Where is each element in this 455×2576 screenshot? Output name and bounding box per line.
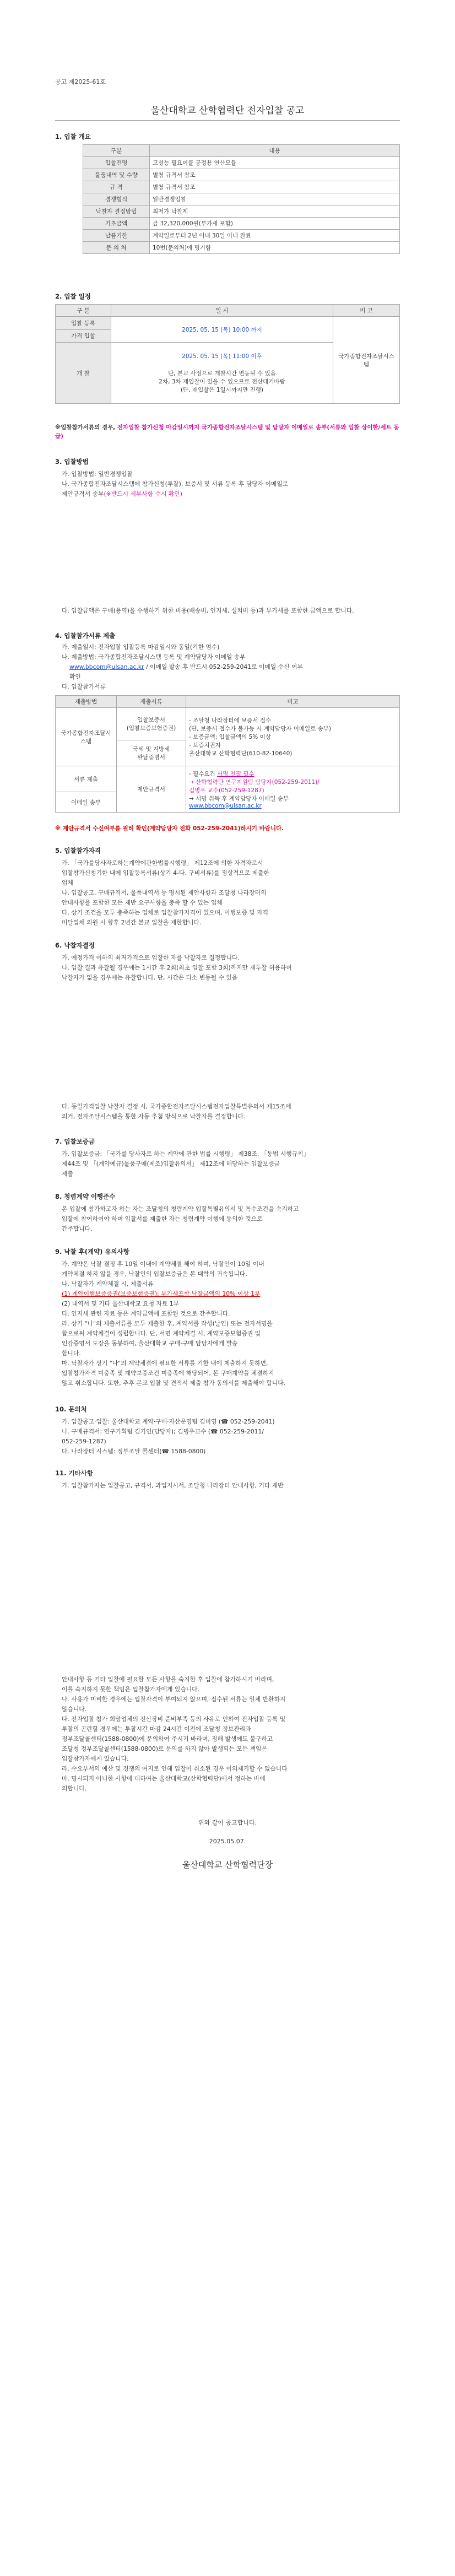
section6-heading: 6. 낙찰자결정 xyxy=(55,941,95,949)
footnote-emphasis: 전자입찰 참가신청 마감일시까지 국가종합전자조달시스템 및 담당자 이메일로 송부(서류와 입찰 상이한/세트 동급) xyxy=(55,424,399,440)
section9-line: 나. 낙찰자가 계약체결 시, 제출서류 xyxy=(62,1280,154,1287)
overview-table xyxy=(83,144,400,254)
section4-line: 다. 입찰참가서류 xyxy=(62,683,106,690)
section5-line: 업체 xyxy=(62,879,73,886)
section11-line: 의합니다. xyxy=(62,1785,87,1792)
remark: 김병우 교수(052-259-1287) xyxy=(189,787,264,794)
section4-heading: 4. 입찰참가서류 제출 xyxy=(55,632,116,640)
section7-line: 가. 입찰보증금: 「국가를 당사자로 하는 계약에 관한 법률 시행령」 제38조, 「동법 시행규칙」 xyxy=(62,1150,310,1157)
section11-line: 나. 사용가 미비한 경우에는 입찰자격이 부여되지 않으며, 접수된 서류는 일체 반환하지 xyxy=(62,1696,286,1703)
remark: → 산학협력단 연구지원팀 담당자(052-259-2011)/ xyxy=(189,778,319,786)
doc-spec: 제안규격서 xyxy=(117,766,186,813)
section7-line: 제출 xyxy=(62,1170,73,1177)
section5-line: 가. 「국가를당사자로하는계약에관한법률시행령」 제12조에 의한 자격자로서 xyxy=(62,859,263,867)
section9-line: 계약체결 하지 않을 경우, 낙찰인의 입찰보증금은 본 대학의 귀속됩니다. xyxy=(62,1270,247,1278)
reg-label: 입찰 등록 xyxy=(56,317,111,330)
section6-line: 다. 동일가격입찰 낙찰자 결정 시, 국가종합전자조달시스템전자입찰특별유의서 제15조에 xyxy=(62,1103,291,1110)
section10-line: 052-259-1287) xyxy=(62,1438,106,1445)
row-value: 금 32,320,000원(부가세 포함) xyxy=(150,218,400,230)
highlight-text: (1) 계약이행보증증권(보증보험증권): 부가세포함 낙찰금액의 10% 이상 1부 xyxy=(62,1290,261,1297)
section8-heading: 8. 청렴계약 이행준수 xyxy=(55,1193,116,1200)
section8-line: 입찰에 참여하여야 하며 입찰서를 제출한 자는 청렴계약 이행에 동의한 것으로 xyxy=(62,1215,263,1222)
remark: 울산대학교 산학협력단(610-82-10640) xyxy=(189,750,292,757)
section1-heading: 1. 입찰 개요 xyxy=(55,133,91,140)
notice-date: 2025.05.07. xyxy=(209,1838,246,1845)
table-row xyxy=(83,193,400,205)
section11-line: 입찰참가자에게 있습니다. xyxy=(62,1755,129,1762)
section9-line xyxy=(62,1289,398,1298)
section5-line: 안내사항을 포함한 모든 제반 요구사항을 충족 할 수 있는 업체 xyxy=(62,899,223,906)
section9-line: 합니다. xyxy=(62,1350,81,1357)
row-value: 일반경쟁입찰 xyxy=(150,193,400,205)
section2-heading: 2. 입찰 일정 xyxy=(55,293,91,300)
emphasis-text: (※반드시 세부사항 수시 확인) xyxy=(104,490,182,497)
table-row xyxy=(83,169,400,181)
col-type-header: 구 분 xyxy=(56,305,111,317)
row-value: 계약일로부터 2년 이내 30일 이내 완료 xyxy=(150,230,400,242)
col-item-header: 구분 xyxy=(83,145,150,157)
row-label: 경쟁형식 xyxy=(83,193,150,205)
section5-line: 다. 상기 조건을 모두 충족하는 업체로 입찰참가자격이 있으며, 이행보증 및 자격 xyxy=(62,909,268,916)
section4-line: 확인 xyxy=(69,673,81,680)
row-label: 입찰건명 xyxy=(83,157,150,169)
row-label: 납품기한 xyxy=(83,230,150,242)
col-datetime-header: 일 시 xyxy=(111,305,333,317)
section5-heading: 5. 입찰참가자격 xyxy=(55,847,101,854)
remark: - 조달청 나라장터에 보증서 접수 xyxy=(189,717,271,724)
schedule-table xyxy=(55,304,400,404)
doc-guarantee xyxy=(117,708,186,740)
documents-footnote: ※ 제안규격서 수신여부를 필히 확인(계약담당자 전화 052-259-2041)하시기 바랍니다. xyxy=(55,825,284,832)
section10-line: 가. 입찰공고·입찰: 울산대학교 계약·구매·자산운영팀 김미영 (☎ 052-259-2041) xyxy=(62,1418,275,1425)
section3-heading: 3. 입찰방법 xyxy=(55,458,89,466)
open-note: (단, 재입찰은 1일시까지만 진행) xyxy=(181,387,263,393)
section11-line: 안내사항 등 기타 입찰에 필요한 모든 사항을 숙지한 후 입찰에 참가하시기 바라며, xyxy=(62,1676,274,1683)
doc-name: (입찰보증보험증권) xyxy=(126,725,176,732)
table-row xyxy=(83,181,400,193)
section11-heading: 11. 기타사항 xyxy=(55,1469,93,1477)
method-system: 국가종합전자조달시스템 xyxy=(56,708,117,766)
section9-line: 않고 취소합니다. 또한, 추후 본교 입찰 및 견적서 제출 참가 동의서를 제출해야 합니다. xyxy=(62,1379,286,1387)
schedule-note: 국가종합전자조달시스템 xyxy=(333,317,400,404)
doc-name: 국세 및 지방세 xyxy=(132,746,170,753)
section5-line: 미달업체 의원 시 향후 2년간 본교 입찰을 제한합니다. xyxy=(62,919,202,926)
email-link[interactable]: www.bbcom@ulsan.ac.kr xyxy=(189,802,262,809)
section10-line: 나. 구매규격서: 연구기획팀 김기인(담당자); 김병우교수 (☎ 052-259-2011/ xyxy=(62,1428,264,1435)
signature-line: 울산대학교 산학협력단장 xyxy=(182,1860,273,1870)
section9-line: 마. 낙찰자가 상기 "나"의 계약체결에 필요한 서류를 기한 내에 제출하지 못하면, xyxy=(62,1360,268,1367)
closing-text: 위와 같이 공고합니다. xyxy=(198,1819,257,1826)
title-divider xyxy=(55,120,400,121)
price-label: 가격 입찰 xyxy=(56,329,111,343)
col-note-header: 비 고 xyxy=(333,305,400,317)
remark: - 보증처권자 xyxy=(189,742,221,749)
open-datetime: 2025. 05. 15 (목) 11:00 이후 xyxy=(182,353,262,360)
col-remark-header: 비고 xyxy=(186,696,400,708)
row-value: 고성능 필요이클 공정용 연산모듈 xyxy=(150,157,400,169)
section4-line: 나. 제출방법: 국가종합전자조달시스템 등록 및 계약담당자 이메일 송부 xyxy=(62,653,246,661)
table-row xyxy=(83,205,400,218)
method-paper: 서류 제출 xyxy=(56,766,117,792)
col-docs-header: 제출서류 xyxy=(117,696,186,708)
method-email: 이메일 송부 xyxy=(56,792,117,813)
open-note: 단, 본교 사정으로 개찰시간 변동될 수 있음 xyxy=(168,370,276,377)
section10-heading: 10. 문의처 xyxy=(55,1405,87,1413)
remark: - 필수요건 xyxy=(189,770,218,777)
open-note: 2차, 3차 재입찰이 있을 수 있으므로 전산대기바람 xyxy=(159,378,285,385)
section11-line: 투찰의 곤란할 경우에는 투찰시간 마감 24시간 이전에 조달청 정보관리과 xyxy=(62,1725,251,1733)
section11-line: 마. 명시되지 아니한 사항에 대하여는 울산대학교(산학협력단)에서 정하는 바에 xyxy=(62,1775,266,1782)
text: / 이메일 발송 후 반드시 052-259-2041로 이메일 수신 여부 xyxy=(144,663,303,670)
doc-name: 입찰보증서 xyxy=(137,717,165,723)
col-content-header: 내용 xyxy=(150,145,400,157)
section9-line: 인감증명서 도장을 동봉하여, 울산대학교 구매·구매 담당자에게 발송 xyxy=(62,1340,238,1347)
section4-line xyxy=(69,662,398,672)
footnote-prefix: ※입찰참가서류의 경우, xyxy=(55,424,117,431)
section11-line: 다. 전자입찰 참가 희망업체의 전산장비 준비부족 등의 사유로 인하여 전자입찰 등록 및 xyxy=(62,1715,286,1723)
row-value: 별첨 규격서 참조 xyxy=(150,181,400,193)
section11-line: 않습니다. xyxy=(62,1706,87,1713)
section6-line: 낙찰자가 없을 경우에는 유찰합니다. 단, 시간은 다소 변동될 수 있음 xyxy=(62,974,238,981)
section11-line: 정부조달콜센터(1588-0800)에 문의하여 주시기 바라며, 정해 발생에도 불구하고 xyxy=(62,1735,273,1742)
page-title: 울산대학교 산학협력단 전자입찰 공고 xyxy=(150,105,305,116)
section3-line: 다. 입찰금액은 구매(용역)을 수행하기 위한 비용(배송비, 인지세, 설치비 등)과 부가세를 포함한 금액으로 합니다. xyxy=(62,607,354,614)
remark-cell xyxy=(186,708,400,766)
section6-line: 의거, 전자조달시스템을 통한 자동 추첨 방식으로 낙찰자를 결정합니다. xyxy=(62,1113,246,1120)
section7-heading: 7. 입찰보증금 xyxy=(55,1138,95,1145)
row-value: 별첨 규격서 참조 xyxy=(150,169,400,181)
reg-datetime: 2025. 05. 15 (목) 10:00 까지 xyxy=(111,317,333,343)
documents-table xyxy=(55,695,400,813)
doc-tax xyxy=(117,740,186,766)
row-label: 물품내역 및 수량 xyxy=(83,169,150,181)
col-method-header: 제출방법 xyxy=(56,696,117,708)
section10-line: 다. 나라장터 시스템: 정부조달 콜센터(☎ 1588-0800) xyxy=(62,1448,206,1455)
row-label: 낙찰자 결정방법 xyxy=(83,205,150,218)
section9-line: 라. 상기 "나"의 제출서류를 모두 제출한 후, 계약서를 작성(날인) 또는 전자서명을 xyxy=(62,1320,273,1327)
row-label: 기초금액 xyxy=(83,218,150,230)
section3-line: 나. 국가종합전자조달시스템에 참가신청(투찰), 보증서 및 서류 등록 후 담당자 이메일로 xyxy=(62,480,289,488)
remark: - 보증금액: 입찰금액의 5% 이상 xyxy=(189,734,271,740)
open-label: 개 찰 xyxy=(56,343,111,404)
table-row xyxy=(83,230,400,242)
section6-line: 가. 예정가격 이하의 최저가격으로 입찰한 자를 낙찰자로 결정합니다. xyxy=(62,954,240,961)
table-row xyxy=(83,242,400,254)
section11-line: 이를 숙지하지 못한 책임은 입찰참가자에게 있습니다. xyxy=(62,1686,200,1693)
section9-line: (2) 내역서 및 기타 울산대학교 요청 자료 1부 xyxy=(62,1300,180,1307)
section5-line: 입찰참가신청기한 내에 입찰등록서류(상기 4-다. 구비서류)를 정상적으로 제출한 xyxy=(62,869,269,876)
section11-line: 가. 입찰참가자는 입찰공고, 규격서, 과업지시서, 조달청 나라장터 안내사항, 기타 제반 xyxy=(62,1482,284,1489)
remark-emphasis: 서명 친필 필수 xyxy=(217,770,254,777)
remark-cell xyxy=(186,766,400,813)
section9-heading: 9. 낙찰 후(계약) 유의사항 xyxy=(55,1248,129,1255)
section9-line: 다. 인지세 관련 자료 등은 계약금액에 포함된 것으로 간주합니다. xyxy=(62,1310,230,1317)
section5-line: 나. 입찰공고, 구매규격서, 물품내역서 등 명시된 제안사항과 조달청 나라장터의 xyxy=(62,889,267,896)
section8-line: 간주합니다. xyxy=(62,1225,93,1232)
section11-line: 조달청 정부조달콜센터(1588-0800)로 문의를 하지 않아 발생되는 모든 책임은 xyxy=(62,1745,267,1752)
table-row xyxy=(83,218,400,230)
section6-line: 나. 입찰 결과 유찰될 경우에는 1시간 후 2회(최초 입찰 포함 3회)까지만 재투찰 허용하며 xyxy=(62,964,292,971)
row-label: 문 의 처 xyxy=(83,242,150,254)
row-label: 규 격 xyxy=(83,181,150,193)
section9-line: 함으로써 계약체결이 성립합니다. 단, 서면 계약체결 시, 계약보증보험증권 및 xyxy=(62,1330,261,1337)
open-cell xyxy=(111,343,333,404)
section9-line: 가. 계약은 낙찰 결정 후 10일 이내에 계약체결 해야 하며, 낙찰인이 10일 이내 xyxy=(62,1260,264,1268)
section8-line: 본 입찰에 참가하고자 하는 자는 조달청의 청렴계약 입찰특별유의서 및 특수조건을 숙지하고 xyxy=(62,1205,299,1213)
section7-line: 제44조 및 「(계약예규)물품구매(제조)입찰유의서」 제12조에 해당하는 입찰보증금 xyxy=(62,1160,280,1167)
section9-line: 입찰참가자격 미충족 및 계약보증조건 미충족에 해당되어, 본 구매계약을 체결하지 xyxy=(62,1370,274,1377)
email-link[interactable]: www.bbcom@ulsan.ac.kr xyxy=(69,663,144,670)
section11-line: 라. 수요부서의 예산 및 경쟁의 여지로 인해 입찰이 취소된 경우 이의제기할 수 없습니다 xyxy=(62,1765,288,1772)
remark: → 서명 취득 후 계약담당자 이메일 송부 xyxy=(189,795,289,802)
section4-line: 가. 제출일시: 전자입찰 입찰등록 마감일시와 동일(기한 엄수) xyxy=(62,643,220,651)
doc-name: 완납증명서 xyxy=(137,754,165,761)
section3-line: 가. 입찰방법: 일반경쟁입찰 xyxy=(62,470,133,478)
notice-number: 공고 제2025-61호 xyxy=(55,78,106,85)
schedule-footnote xyxy=(55,423,400,441)
section3-line xyxy=(62,489,398,499)
table-row xyxy=(83,157,400,169)
text: 제안규격서 송부 xyxy=(62,490,104,497)
row-value: 최저가 낙찰제 xyxy=(150,205,400,218)
row-value: 10번(문의처)에 명기함 xyxy=(150,242,400,254)
remark: (단, 보증서 접수가 불가능 시 계약담당자 이메일로 송부) xyxy=(189,726,332,732)
